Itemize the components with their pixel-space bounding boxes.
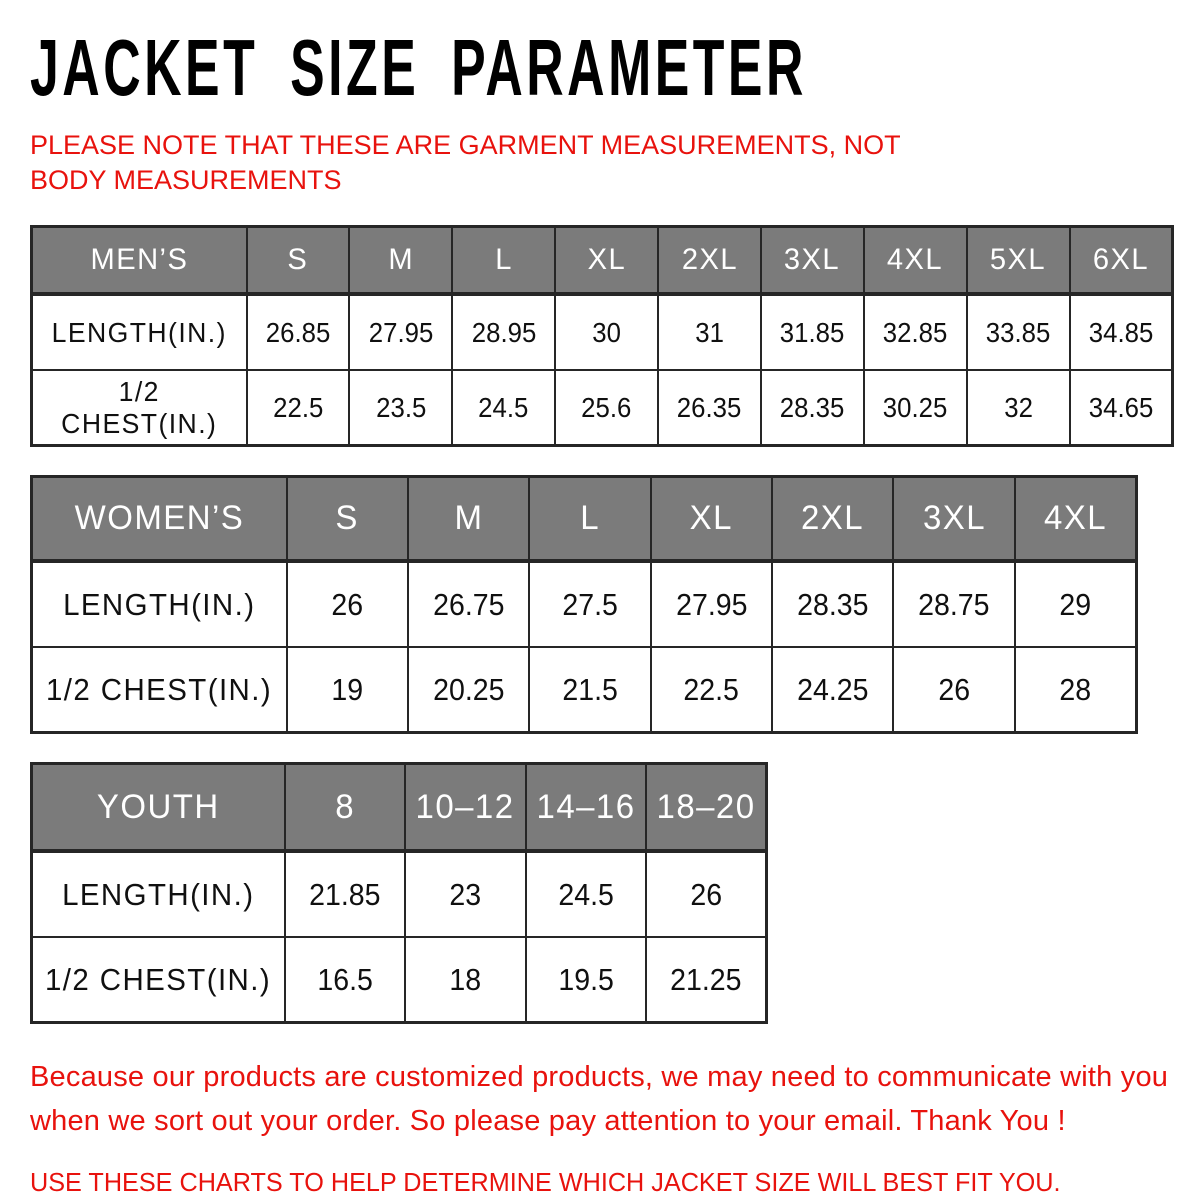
mens-size-header xyxy=(1070,227,1173,295)
measurement-value: 28.35 xyxy=(797,586,869,622)
header-label: 3XL xyxy=(784,243,841,277)
mens-value-cell xyxy=(555,370,658,446)
measurement-value: 32 xyxy=(1003,391,1033,423)
youth-value-cell xyxy=(646,851,767,937)
header-label: 4XL xyxy=(887,243,944,277)
womens-measurement-row xyxy=(32,647,1137,733)
youth-header-row xyxy=(32,764,767,852)
mens-value-cell xyxy=(658,294,761,370)
measurement-value: 20.25 xyxy=(432,671,505,707)
mens-value-cell xyxy=(247,294,350,370)
measurement-value: 16.5 xyxy=(316,961,373,997)
measurement-value: 18 xyxy=(449,961,482,997)
mens-value-cell xyxy=(864,294,967,370)
mens-value-cell xyxy=(349,294,452,370)
measurement-value: 25.6 xyxy=(581,391,632,423)
mens-value-cell xyxy=(967,294,1070,370)
header-label: S xyxy=(287,243,309,277)
youth-measurement-row xyxy=(32,937,767,1023)
youth-size-table xyxy=(30,762,768,1024)
row-label-cell xyxy=(32,561,287,647)
womens-size-header xyxy=(893,477,1014,562)
womens-size-header xyxy=(651,477,772,562)
measurement-value: 32.85 xyxy=(883,316,948,348)
mens-title-cell xyxy=(32,227,247,295)
header-label: WOMEN’S xyxy=(74,499,245,538)
womens-size-table xyxy=(30,475,1138,734)
womens-title-cell xyxy=(32,477,287,562)
header-label: 14–16 xyxy=(536,787,636,826)
measurement-value: 24.5 xyxy=(478,391,529,423)
womens-value-cell xyxy=(651,561,772,647)
womens-value-cell xyxy=(772,647,893,733)
header-label: M xyxy=(387,243,414,277)
customization-notice: Because our products are customized products, we may need to communicate with you when we sort out your order. So please pay attention to your email. Thank You ! xyxy=(30,1061,1169,1137)
header-label: 5XL xyxy=(990,243,1047,277)
womens-value-cell xyxy=(529,647,650,733)
measurement-value: 26.35 xyxy=(677,391,742,423)
mens-size-header xyxy=(967,227,1070,295)
header-label: 4XL xyxy=(1043,499,1107,538)
header-label: YOUTH xyxy=(96,787,220,826)
mens-measurement-row xyxy=(32,370,1173,446)
womens-header-row xyxy=(32,477,1137,562)
mens-value-cell xyxy=(1070,294,1173,370)
youth-value-cell xyxy=(285,937,406,1023)
row-label: LENGTH(IN.) xyxy=(51,316,227,348)
chart-usage-note: USE THESE CHARTS TO HELP DETERMINE WHICH JACKET SIZE WILL BEST FIT YOU. xyxy=(30,1167,1061,1198)
header-label: XL xyxy=(587,243,626,277)
measurement-value: 29 xyxy=(1059,586,1092,622)
row-label-cell xyxy=(32,370,247,446)
mens-size-header xyxy=(349,227,452,295)
mens-value-cell xyxy=(247,370,350,446)
mens-value-cell xyxy=(761,294,864,370)
mens-size-header xyxy=(452,227,555,295)
measurement-value: 27.95 xyxy=(368,316,434,348)
mens-value-cell xyxy=(452,370,555,446)
mens-size-table xyxy=(30,225,1174,447)
womens-size-header xyxy=(287,477,408,562)
mens-size-header xyxy=(761,227,864,295)
measurement-value: 23.5 xyxy=(375,391,426,423)
womens-value-cell xyxy=(651,647,772,733)
youth-value-cell xyxy=(405,851,526,937)
youth-value-cell xyxy=(526,851,647,937)
womens-value-cell xyxy=(529,561,650,647)
header-label: 3XL xyxy=(922,499,986,538)
header-label: 10–12 xyxy=(415,787,515,826)
mens-value-cell xyxy=(864,370,967,446)
header-label: XL xyxy=(689,499,733,538)
womens-value-cell xyxy=(408,647,529,733)
measurement-value: 28.95 xyxy=(471,316,536,348)
womens-measurement-row xyxy=(32,561,1137,647)
measurement-value: 27.95 xyxy=(675,586,748,622)
measurement-value: 26 xyxy=(331,586,364,622)
measurement-value: 33.85 xyxy=(985,316,1051,348)
header-label: L xyxy=(494,243,513,277)
row-label: 1/2 CHEST(IN.) xyxy=(45,961,272,997)
womens-value-cell xyxy=(1015,561,1136,647)
measurement-value: 30 xyxy=(592,316,621,348)
header-label: 6XL xyxy=(1092,243,1149,277)
row-label-cell xyxy=(32,851,285,937)
measurement-value: 26.75 xyxy=(432,586,505,622)
row-label: LENGTH(IN.) xyxy=(63,586,256,622)
measurement-value: 19.5 xyxy=(557,961,614,997)
mens-size-header xyxy=(247,227,350,295)
womens-value-cell xyxy=(893,561,1014,647)
measurement-value: 31.85 xyxy=(780,316,845,348)
measurement-value: 19 xyxy=(331,671,364,707)
measurement-value: 28.35 xyxy=(780,391,845,423)
header-label: L xyxy=(580,499,600,538)
measurement-value: 27.5 xyxy=(562,586,618,622)
youth-value-cell xyxy=(646,937,767,1023)
mens-size-header xyxy=(864,227,967,295)
youth-title-cell xyxy=(32,764,285,852)
womens-size-header xyxy=(772,477,893,562)
womens-value-cell xyxy=(893,647,1014,733)
mens-value-cell xyxy=(452,294,555,370)
youth-size-header xyxy=(526,764,647,852)
measurement-value: 30.25 xyxy=(883,391,948,423)
row-label: 1/2 CHEST(IN.) xyxy=(46,671,273,707)
womens-size-header xyxy=(529,477,650,562)
garment-measurement-note: PLEASE NOTE THAT THESE ARE GARMENT MEASUREMENTS, NOT BODY MEASUREMENTS xyxy=(30,130,901,195)
mens-value-cell xyxy=(349,370,452,446)
measurement-value: 34.65 xyxy=(1088,391,1154,423)
youth-value-cell xyxy=(405,937,526,1023)
measurement-value: 24.5 xyxy=(557,876,614,912)
measurement-value: 22.5 xyxy=(683,671,740,707)
youth-measurement-row xyxy=(32,851,767,937)
youth-size-header xyxy=(646,764,767,852)
womens-size-header xyxy=(1015,477,1136,562)
youth-size-header xyxy=(405,764,526,852)
measurement-value: 22.5 xyxy=(272,391,324,423)
measurement-value: 28.75 xyxy=(918,586,990,622)
womens-value-cell xyxy=(287,561,408,647)
header-label: MEN’S xyxy=(90,243,189,277)
womens-value-cell xyxy=(1015,647,1136,733)
header-label: M xyxy=(454,499,484,538)
mens-value-cell xyxy=(555,294,658,370)
measurement-value: 28 xyxy=(1059,671,1092,707)
mens-value-cell xyxy=(658,370,761,446)
row-label: 1/2 CHEST(IN.) xyxy=(61,375,218,439)
header-label: 18–20 xyxy=(656,787,756,826)
womens-size-header xyxy=(408,477,529,562)
measurement-value: 21.25 xyxy=(670,961,742,997)
measurement-value: 26.85 xyxy=(265,316,331,348)
mens-value-cell xyxy=(967,370,1070,446)
measurement-value: 26 xyxy=(690,876,722,912)
header-label: S xyxy=(335,499,359,538)
measurement-value: 21.5 xyxy=(562,671,618,707)
mens-measurement-row xyxy=(32,294,1173,370)
mens-header-row xyxy=(32,227,1173,295)
measurement-value: 24.25 xyxy=(797,671,869,707)
header-label: 2XL xyxy=(801,499,865,538)
mens-size-header xyxy=(658,227,761,295)
mens-size-header xyxy=(555,227,658,295)
mens-value-cell xyxy=(761,370,864,446)
youth-size-header xyxy=(285,764,406,852)
row-label: LENGTH(IN.) xyxy=(62,876,255,912)
mens-value-cell xyxy=(1070,370,1173,446)
page-title: JACKET SIZE PARAMETER xyxy=(30,22,807,113)
header-label: 8 xyxy=(334,787,355,826)
womens-value-cell xyxy=(408,561,529,647)
header-label: 2XL xyxy=(681,243,738,277)
youth-value-cell xyxy=(285,851,406,937)
measurement-value: 23 xyxy=(449,876,482,912)
measurement-value: 21.85 xyxy=(309,876,381,912)
row-label-cell xyxy=(32,937,285,1023)
womens-value-cell xyxy=(772,561,893,647)
row-label-cell xyxy=(32,294,247,370)
womens-value-cell xyxy=(287,647,408,733)
measurement-value: 34.85 xyxy=(1088,316,1154,348)
row-label-cell xyxy=(32,647,287,733)
measurement-value: 26 xyxy=(938,671,971,707)
measurement-value: 31 xyxy=(695,316,724,348)
youth-value-cell xyxy=(526,937,647,1023)
